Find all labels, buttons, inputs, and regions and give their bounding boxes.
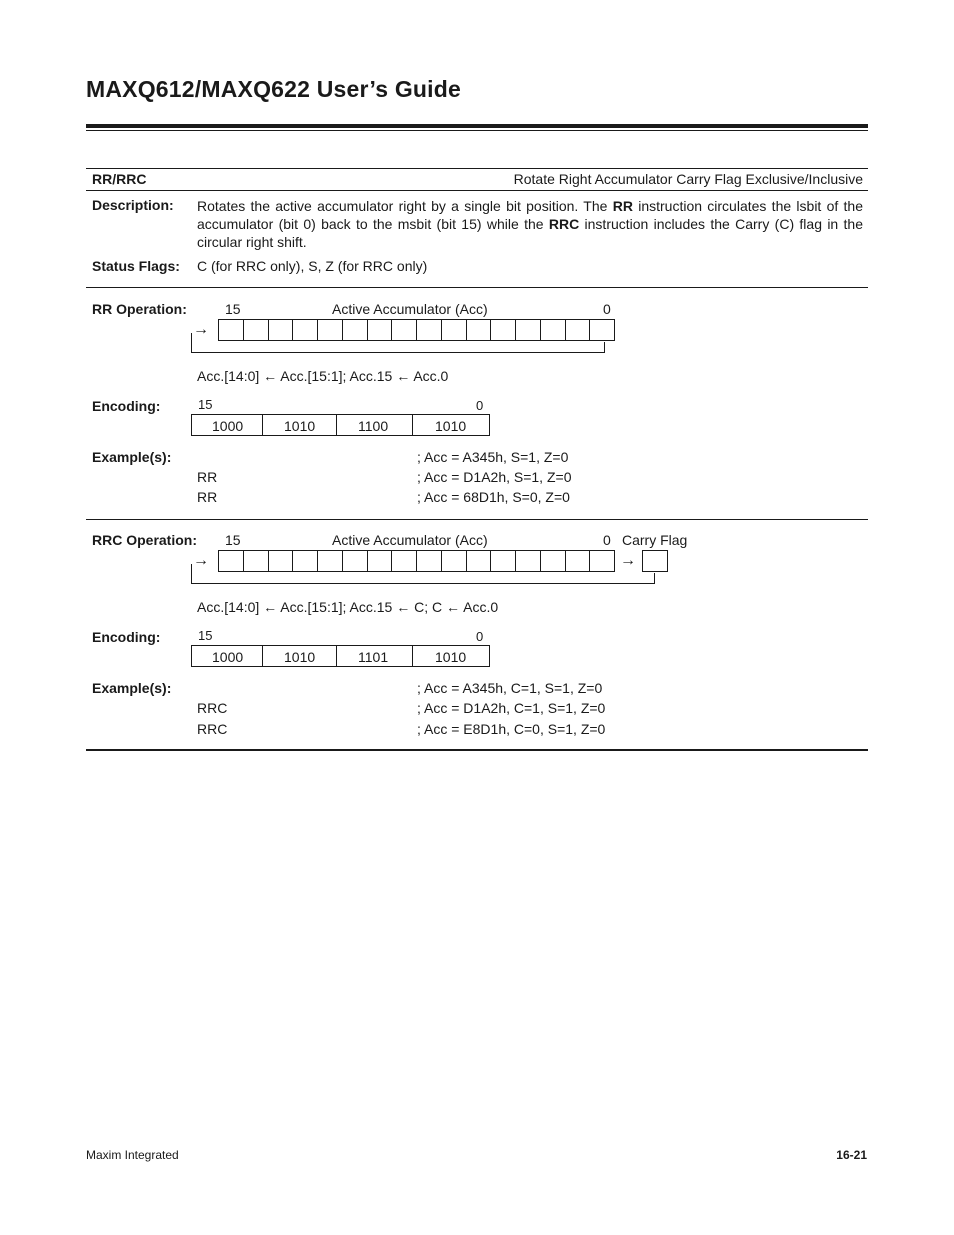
rr-rotate-arrow: → — [193, 321, 209, 338]
rr-formula: Acc.[14:0] ← Acc.[15:1]; Acc.15 ← Acc.0 — [197, 368, 449, 384]
rrc-bit-cell — [292, 550, 318, 572]
rr-acc-label: Active Accumulator (Acc) — [332, 301, 488, 317]
rrc-bit-cell — [342, 550, 368, 572]
section-bottom-rule — [86, 749, 868, 751]
rr-bit-cell — [565, 319, 591, 341]
rrc-encoding-nibble: 1010 — [284, 649, 316, 665]
rrc-bit-low: 0 — [603, 532, 611, 548]
footer-page-number: 16-21 — [836, 1148, 867, 1162]
description-part: instruction includes the Carry (C) flag in the circular right shift. — [197, 216, 863, 250]
rrc-bit-cell — [391, 550, 417, 572]
description-label: Description: — [92, 197, 174, 213]
rr-example-instr: RR — [197, 469, 218, 485]
page-title: MAXQ612/MAXQ622 User’s Guide — [86, 76, 462, 102]
rrc-encoding-nibble: 1000 — [212, 649, 244, 665]
rr-bit-cell — [367, 319, 393, 341]
rr-bit-cell — [490, 319, 516, 341]
instruction-top-rule — [86, 168, 868, 169]
description-rrc-keyword: RRC — [548, 216, 580, 232]
rrc-bit-cell — [416, 550, 442, 572]
rr-enc-bit-low: 0 — [476, 398, 484, 413]
rrc-bit-cell — [589, 550, 615, 572]
rr-loop-right — [604, 342, 605, 353]
description-text — [197, 197, 863, 251]
status-flags-value: C (for RRC only), S, Z (for RRC only) — [197, 258, 428, 274]
rr-example-instr: RR — [197, 489, 218, 505]
rr-encoding-nibble: 1010 — [435, 418, 467, 434]
rr-bit-cell — [441, 319, 467, 341]
rr-bit-cell — [342, 319, 368, 341]
rr-example-comment: ; Acc = 68D1h, S=0, Z=0 — [417, 489, 570, 505]
rrc-rotate-arrow: → — [193, 552, 209, 569]
rrc-carry-cell — [642, 550, 668, 572]
rr-encoding-nibble: 1000 — [212, 418, 244, 434]
rrc-loop-left — [191, 564, 192, 584]
rr-encoding-divider — [412, 414, 413, 436]
rrc-bit-cell — [515, 550, 541, 572]
rrc-encoding-label: Encoding: — [92, 629, 161, 645]
rr-bit-cell — [243, 319, 269, 341]
rrc-bit-cell — [367, 550, 393, 572]
instruction-mnemonic: RR/RRC — [92, 171, 147, 187]
footer-company: Maxim Integrated — [86, 1148, 179, 1162]
rrc-encoding-box — [191, 645, 490, 667]
description-part: Rotates the active accumulator right by a single bit position. The — [197, 198, 613, 214]
rr-loop-bottom — [191, 352, 605, 353]
rr-bit-cell — [292, 319, 318, 341]
rrc-bit-cell — [565, 550, 591, 572]
rr-bit-cell — [268, 319, 294, 341]
rr-loop-left — [191, 333, 192, 353]
rrc-acc-label: Active Accumulator (Acc) — [332, 532, 488, 548]
rr-example-comment: ; Acc = D1A2h, S=1, Z=0 — [417, 469, 572, 485]
rrc-operation-label: RRC Operation: — [92, 532, 197, 548]
instruction-header-rule — [86, 190, 868, 191]
rrc-bit-cell — [441, 550, 467, 572]
rrc-carry-arrow: → — [620, 552, 636, 569]
rr-encoding-nibble: 1010 — [284, 418, 316, 434]
rr-operation-label: RR Operation: — [92, 301, 187, 317]
rr-encoding-nibble: 1100 — [358, 418, 389, 434]
title-rule-thin — [86, 130, 868, 131]
rr-bit-high: 15 — [225, 301, 241, 317]
rr-encoding-box — [191, 414, 490, 436]
rrc-encoding-divider — [336, 645, 337, 667]
rrc-encoding-divider — [412, 645, 413, 667]
rr-bit-cell — [515, 319, 541, 341]
rrc-loop-bottom — [191, 583, 655, 584]
rrc-encoding-nibble: 1010 — [435, 649, 467, 665]
rr-bit-cell — [218, 319, 244, 341]
rrc-bit-cell — [268, 550, 294, 572]
rr-encoding-label: Encoding: — [92, 398, 161, 414]
title-rule-thick — [86, 124, 868, 128]
status-flags-label: Status Flags: — [92, 258, 180, 274]
rrc-formula: Acc.[14:0] ← Acc.[15:1]; Acc.15 ← C; C ← Acc.0 — [197, 599, 499, 615]
section-rule-rrc — [86, 519, 868, 520]
rr-example-comment: ; Acc = A345h, S=1, Z=0 — [417, 449, 569, 465]
rr-enc-bit-high: 15 — [198, 397, 213, 412]
rrc-bit-cell — [243, 550, 269, 572]
rr-bit-cell — [391, 319, 417, 341]
rrc-example-instr: RRC — [197, 700, 228, 716]
rrc-example-comment: ; Acc = E8D1h, C=0, S=1, Z=0 — [417, 721, 606, 737]
rr-bit-cell — [466, 319, 492, 341]
rrc-examples-label: Example(s): — [92, 680, 172, 696]
rrc-example-instr: RRC — [197, 721, 228, 737]
rrc-bit-cell — [466, 550, 492, 572]
rrc-bit-cell — [218, 550, 244, 572]
rr-bit-cell — [589, 319, 615, 341]
description-rr-keyword: RR — [612, 198, 633, 214]
rr-encoding-divider — [262, 414, 263, 436]
rr-bit-cell — [317, 319, 343, 341]
rrc-bit-cell — [490, 550, 516, 572]
rrc-bit-cell — [540, 550, 566, 572]
section-rule-rr — [86, 287, 868, 288]
rr-encoding-divider — [336, 414, 337, 436]
rr-bit-cell — [416, 319, 442, 341]
rrc-example-comment: ; Acc = D1A2h, C=1, S=1, Z=0 — [417, 700, 606, 716]
rrc-encoding-divider — [262, 645, 263, 667]
rrc-example-comment: ; Acc = A345h, C=1, S=1, Z=0 — [417, 680, 603, 696]
rr-bit-low: 0 — [603, 301, 611, 317]
description-part: instruction circulates the lsbit of the accumulator (bit 0) back to the msbit (bit 15) while the — [197, 198, 863, 232]
rr-bit-cell — [540, 319, 566, 341]
rrc-loop-right — [654, 573, 655, 584]
rr-examples-label: Example(s): — [92, 449, 172, 465]
rrc-bit-high: 15 — [225, 532, 241, 548]
rrc-carry-label: Carry Flag — [622, 532, 688, 548]
instruction-summary: Rotate Right Accumulator Carry Flag Exclusive/Inclusive — [513, 171, 863, 187]
rrc-enc-bit-high: 15 — [198, 628, 213, 643]
rrc-bit-cell — [317, 550, 343, 572]
rrc-enc-bit-low: 0 — [476, 629, 484, 644]
rrc-encoding-nibble: 1101 — [358, 649, 389, 665]
